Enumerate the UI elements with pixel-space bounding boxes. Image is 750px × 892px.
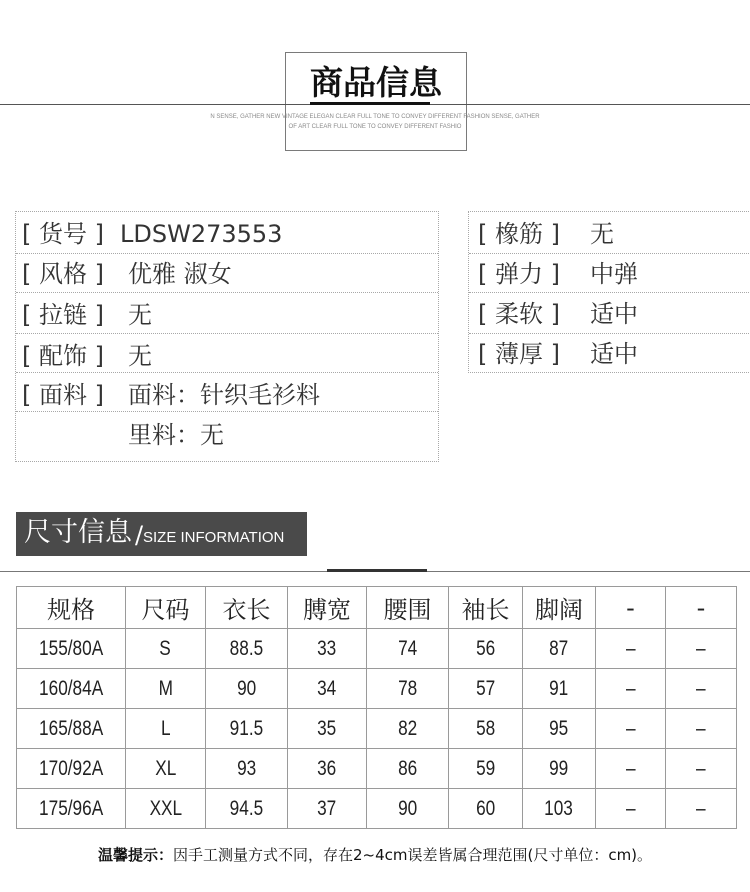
- table-cell: [288, 789, 367, 829]
- cell-text: 78: [397, 677, 418, 700]
- note-text: 因手工测量方式不同，存在2~4cm误差皆属合理范围(尺寸单位：cm)。: [172, 846, 653, 864]
- table-row: [17, 789, 737, 829]
- table-cell: [523, 629, 596, 669]
- cell-text: 33: [317, 637, 337, 660]
- table-cell: [17, 789, 126, 829]
- title-subtitle-line1: N SENSE, GATHER NEW VINTAGE ELEGAN CLEAR FULL TONE TO CONVEY DIFFERENT FASHION SENSE, GATHER: [210, 114, 540, 120]
- cell-text: 58: [475, 717, 496, 740]
- table-cell: [206, 709, 288, 749]
- size-section-header: [16, 512, 307, 556]
- table-cell: [288, 669, 367, 709]
- table-cell: [666, 709, 737, 749]
- size-section-title-cn: 尺寸信息: [24, 517, 132, 548]
- info-value: 无: [128, 301, 152, 329]
- info-row-zipper: [16, 293, 438, 334]
- title-underline: [310, 102, 430, 105]
- info-row-elastic-band: [469, 212, 750, 254]
- cell-text: –: [625, 717, 636, 740]
- info-label: [ 配饰 ]: [22, 342, 104, 370]
- cell-text: 56: [475, 637, 496, 660]
- cell-text: 155/80A: [38, 637, 104, 660]
- info-value: 适中: [590, 300, 638, 328]
- table-row: [17, 709, 737, 749]
- column-header-length: 衣长: [206, 587, 288, 629]
- column-header-hem: 脚阔: [523, 587, 596, 629]
- info-value: 优雅 淑女: [128, 260, 232, 288]
- cell-text: XL: [154, 757, 177, 780]
- table-cell: [449, 709, 523, 749]
- cell-text: –: [696, 677, 706, 700]
- cell-text: 35: [317, 717, 337, 740]
- info-label: [ 拉链 ]: [22, 301, 104, 329]
- info-label: [ 风格 ]: [22, 260, 104, 288]
- table-cell: [666, 789, 737, 829]
- cell-text: –: [625, 637, 636, 660]
- cell-text: 91.5: [229, 717, 264, 740]
- cell-text: 37: [317, 797, 337, 820]
- cell-text: 90: [236, 677, 257, 700]
- title-subtitle-line2: OF ART CLEAR FULL TONE TO CONVEY DIFFERENT FASHIO: [288, 124, 462, 130]
- cell-text: 82: [397, 717, 418, 740]
- cell-text: –: [696, 797, 706, 820]
- info-label: [ 货号 ]: [22, 220, 104, 248]
- table-cell: [449, 789, 523, 829]
- table-cell: [523, 669, 596, 709]
- cell-text: 36: [317, 757, 337, 780]
- table-cell: [126, 789, 206, 829]
- info-row-stretch: [469, 254, 750, 293]
- cell-text: 88.5: [229, 637, 264, 660]
- table-cell: [367, 709, 449, 749]
- info-row-softness: [469, 293, 750, 334]
- info-value: 面料：针织毛衫料: [128, 381, 320, 409]
- column-header-waist: 腰围: [367, 587, 449, 629]
- info-label: [ 柔软 ]: [478, 300, 560, 328]
- cell-text: 94.5: [229, 797, 264, 820]
- cell-text: 90: [397, 797, 418, 820]
- cell-text: L: [160, 717, 171, 740]
- product-info-left: [15, 211, 439, 462]
- cell-text: 74: [397, 637, 418, 660]
- cell-text: 91: [549, 677, 569, 700]
- cell-text: M: [158, 677, 173, 700]
- table-cell: [206, 789, 288, 829]
- table-row: [17, 749, 737, 789]
- table-cell: [206, 669, 288, 709]
- cell-text: 87: [549, 637, 569, 660]
- table-cell: [126, 629, 206, 669]
- cell-text: 103: [544, 797, 574, 820]
- measurement-note: [0, 844, 750, 866]
- info-value: 无: [590, 220, 614, 248]
- cell-text: –: [625, 797, 636, 820]
- page-title: 商品信息: [310, 63, 442, 102]
- cell-text: 59: [475, 757, 496, 780]
- table-cell: [288, 709, 367, 749]
- table-cell: [367, 789, 449, 829]
- table-cell: [596, 749, 666, 789]
- cell-text: XXL: [149, 797, 182, 820]
- column-header-empty: -: [666, 587, 737, 629]
- table-cell: [596, 669, 666, 709]
- info-row-accessory: [16, 334, 438, 373]
- cell-text: 95: [549, 717, 569, 740]
- table-cell: [666, 749, 737, 789]
- cell-text: –: [696, 637, 706, 660]
- column-header-spec: 规格: [17, 587, 126, 629]
- column-header-empty: -: [596, 587, 666, 629]
- table-cell: [523, 709, 596, 749]
- cell-text: 57: [475, 677, 496, 700]
- info-label: [ 橡筋 ]: [478, 220, 560, 248]
- table-cell: [367, 669, 449, 709]
- table-cell: [596, 789, 666, 829]
- table-cell: [449, 749, 523, 789]
- table-cell: [666, 629, 737, 669]
- table-cell: [523, 749, 596, 789]
- info-value: 无: [128, 342, 152, 370]
- info-row-lining: [16, 412, 438, 461]
- info-value: 里料：无: [128, 421, 224, 449]
- cell-text: S: [159, 637, 172, 660]
- table-cell: [126, 749, 206, 789]
- table-cell: [288, 629, 367, 669]
- table-cell: [126, 709, 206, 749]
- cell-text: –: [625, 757, 636, 780]
- table-cell: [17, 709, 126, 749]
- table-cell: [206, 749, 288, 789]
- info-row-thickness: [469, 334, 750, 372]
- cell-text: 160/84A: [38, 677, 104, 700]
- table-row: [17, 629, 737, 669]
- table-cell: [523, 789, 596, 829]
- table-cell: [367, 629, 449, 669]
- size-section-separator: /: [135, 521, 144, 549]
- cell-text: 60: [475, 797, 496, 820]
- column-header-shoulder: 膊宽: [288, 587, 367, 629]
- info-value: 中弹: [590, 260, 638, 288]
- table-cell: [596, 709, 666, 749]
- table-header-row: [17, 587, 737, 629]
- cell-text: –: [696, 717, 706, 740]
- info-row-fabric: [16, 373, 438, 412]
- info-row-item-no: [16, 212, 438, 254]
- table-cell: [367, 749, 449, 789]
- column-header-sleeve: 袖长: [449, 587, 523, 629]
- info-value: 适中: [590, 340, 638, 368]
- product-info-right: [468, 211, 750, 373]
- size-section-title-en: SIZE INFORMATION: [143, 529, 285, 546]
- table-cell: [666, 669, 737, 709]
- table-cell: [17, 629, 126, 669]
- note-label: 温馨提示：: [97, 846, 173, 864]
- cell-text: 99: [549, 757, 569, 780]
- table-cell: [449, 629, 523, 669]
- info-label: [ 薄厚 ]: [478, 340, 560, 368]
- size-table: [16, 586, 737, 829]
- column-header-size: 尺码: [126, 587, 206, 629]
- cell-text: 165/88A: [38, 717, 104, 740]
- table-cell: [288, 749, 367, 789]
- section-divider-accent: [327, 569, 427, 572]
- info-label: [ 弹力 ]: [478, 260, 560, 288]
- cell-text: –: [625, 677, 636, 700]
- info-label: [ 面料 ]: [22, 381, 104, 409]
- table-row: [17, 669, 737, 709]
- table-cell: [596, 629, 666, 669]
- table-cell: [206, 629, 288, 669]
- cell-text: –: [696, 757, 706, 780]
- table-cell: [126, 669, 206, 709]
- cell-text: 34: [317, 677, 337, 700]
- table-cell: [17, 669, 126, 709]
- cell-text: 93: [236, 757, 257, 780]
- cell-text: 170/92A: [38, 757, 104, 780]
- info-value: LDSW273553: [120, 220, 283, 248]
- info-row-style: [16, 254, 438, 293]
- table-cell: [449, 669, 523, 709]
- cell-text: 86: [397, 757, 418, 780]
- cell-text: 175/96A: [38, 797, 104, 820]
- table-cell: [17, 749, 126, 789]
